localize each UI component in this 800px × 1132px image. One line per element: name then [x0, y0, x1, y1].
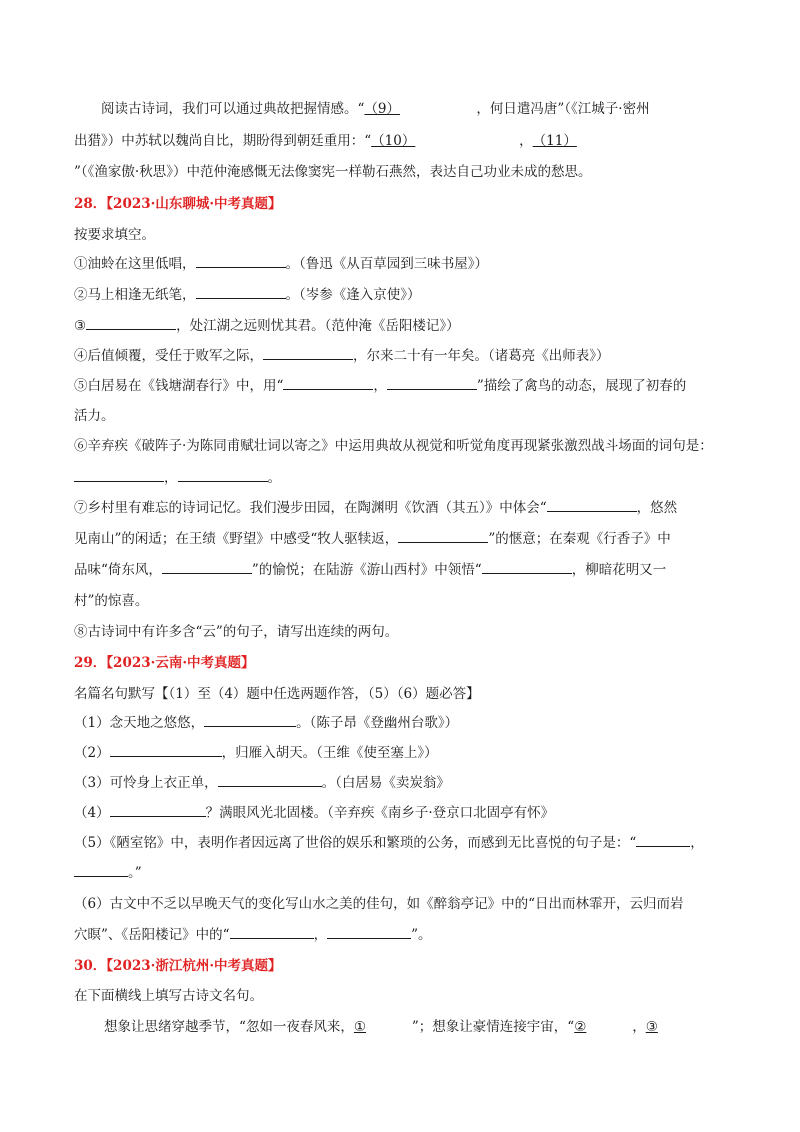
q28-header — [74, 195, 734, 213]
q29-item-1 — [74, 714, 734, 732]
item-text: 想象让思绪穿越季节，“忽如一夜春风来， — [104, 1019, 354, 1035]
item-text: 见南山”的闲适；在王绩《野望》中感受“牧人驱犊返， — [74, 531, 399, 547]
answer-blank[interactable] — [547, 499, 637, 512]
item-text: ”的惬意；在秦观《行香子》中 — [488, 531, 671, 547]
blank-label: ① — [353, 1019, 367, 1035]
q30-line-1 — [104, 1018, 764, 1036]
blank-label: （9） — [364, 101, 400, 117]
item-text: ”。 — [411, 927, 432, 943]
source-tag: 【2023·云南·中考真题】 — [106, 655, 255, 671]
q27-text: 阅读古诗词，我们可以通过典故把握情感。“ — [101, 101, 365, 117]
q29-item-6-cont — [74, 926, 734, 944]
item-text: ， — [373, 378, 387, 394]
answer-blank[interactable] — [327, 926, 411, 939]
q28-item-7-cont2 — [74, 561, 734, 579]
q28-item-4 — [74, 347, 734, 365]
answer-blank[interactable] — [636, 834, 690, 847]
question-number: 30． — [74, 958, 107, 974]
q27-text: ，何日遣冯唐”（《江城子·密州 — [476, 101, 650, 117]
q29-item-5-cont — [74, 864, 734, 882]
answer-blank[interactable] — [230, 926, 314, 939]
answer-blank-9[interactable] — [364, 100, 476, 118]
item-text: ④后值倾覆，受任于败军之际， — [74, 348, 263, 364]
answer-blank-3[interactable] — [646, 1018, 664, 1036]
item-text: ③ — [74, 318, 87, 334]
item-text: （4） — [74, 805, 110, 821]
answer-blank[interactable] — [110, 804, 206, 817]
item-text: 。 — [267, 470, 281, 486]
blank-label: （11） — [532, 133, 577, 149]
q28-item-8: ⑧古诗词中有许多含“云”的句子，请写出连续的两句。 — [74, 624, 399, 640]
item-text: 。（白居易《卖炭翁》 — [321, 775, 450, 791]
item-text: ②马上相逢无纸笔， — [74, 287, 196, 303]
answer-blank-11[interactable] — [533, 132, 679, 150]
item-text: 穴暝”、《岳阳楼记》中的“ — [74, 927, 230, 943]
item-text: 品味“倚东风， — [74, 562, 162, 578]
item-text: （3）可怜身上衣正单， — [74, 775, 218, 791]
answer-blank[interactable] — [204, 714, 296, 727]
item-text: ，柳暗花明又一 — [571, 562, 667, 578]
q27-text: 出猎》）中苏轼以魏尚自比，期盼得到朝廷重用：“ — [74, 133, 372, 149]
q28-item-5 — [74, 377, 734, 395]
question-number: 29． — [74, 655, 107, 671]
q28-item-3 — [74, 317, 734, 335]
q27-text: ， — [519, 133, 533, 149]
q30-intro: 在下面横线上填写古诗文名句。 — [74, 988, 263, 1004]
answer-blank-2[interactable] — [574, 1018, 632, 1036]
q29-item-3 — [74, 774, 734, 792]
q28-item-2 — [74, 286, 734, 304]
item-text: ， — [313, 927, 328, 943]
item-text: ，处江湖之远则忧其君。（范仲淹《岳阳楼记》） — [176, 318, 460, 334]
q28-item-7 — [74, 499, 734, 517]
item-text: 。（鲁迅《从百草园到三味书屋》） — [285, 256, 488, 272]
q28-intro: 按要求填空。 — [74, 227, 155, 243]
answer-blank[interactable] — [218, 774, 322, 787]
item-text: ⑤白居易在《钱塘湖春行》中，用“ — [74, 378, 284, 394]
item-text: ①油蛉在这里低唱， — [74, 256, 196, 272]
item-text: （1）念天地之悠悠， — [74, 715, 205, 731]
item-text: （2） — [74, 745, 110, 761]
answer-blank[interactable] — [283, 377, 373, 390]
item-text: 。” — [128, 865, 142, 881]
item-text: ， — [690, 835, 704, 851]
q28-item-7-cont — [74, 530, 734, 548]
source-tag: 【2023·山东聊城·中考真题】 — [106, 196, 282, 212]
answer-blank[interactable] — [196, 286, 286, 299]
answer-blank-1[interactable] — [354, 1018, 412, 1036]
q29-item-2 — [74, 744, 734, 762]
answer-blank[interactable] — [387, 377, 477, 390]
q28-item-1 — [74, 255, 734, 273]
item-text: ，悠然 — [636, 500, 678, 516]
answer-blank[interactable] — [398, 530, 488, 543]
source-tag: 【2023·浙江杭州·中考真题】 — [106, 958, 282, 974]
q28-item-7-cont3: 村”的惊喜。 — [74, 593, 149, 609]
q29-item-5 — [74, 834, 734, 852]
item-text: ？满眼风光北固楼。（辛弃疾《南乡子·登京口北固亭有怀》 — [205, 805, 555, 821]
answer-blank[interactable] — [74, 469, 164, 482]
item-text: 。（岑参《逢入京使》） — [285, 287, 421, 303]
item-text: ，归雁入胡天。（王维《使至塞上》） — [221, 745, 438, 761]
q27-line-2 — [74, 132, 734, 150]
answer-blank[interactable] — [162, 561, 252, 574]
item-text: ”描绘了禽鸟的动态，展现了初春的 — [476, 378, 687, 394]
q27-line-1 — [101, 100, 761, 118]
item-text: 。（陈子昂《登幽州台歌》） — [296, 715, 459, 731]
q29-intro: 名篇名句默写【（1）至（4）题中任选两题作答，（5）（6）题必答】 — [74, 686, 480, 702]
q29-item-4 — [74, 804, 734, 822]
item-text: ，尔来二十有一年矣。（诸葛亮《出师表》） — [353, 348, 610, 364]
item-text: ⑦乡村里有难忘的诗词记忆。我们漫步田园，在陶渊明《饮酒（其五）》中体会“ — [74, 500, 547, 516]
item-text: ”的愉悦；在陆游《游山西村》中领悟“ — [251, 562, 482, 578]
item-text: ， — [164, 470, 178, 486]
answer-blank-10[interactable] — [371, 132, 519, 150]
blank-label: ③ — [645, 1019, 658, 1035]
question-number: 28． — [74, 196, 107, 212]
blank-label: （10） — [371, 133, 416, 149]
answer-blank[interactable] — [86, 317, 176, 330]
answer-blank[interactable] — [110, 744, 222, 757]
answer-blank[interactable] — [263, 347, 353, 360]
q30-header — [74, 957, 734, 975]
q29-item-6: （6）古文中不乏以早晚天气的变化写山水之美的佳句，如《醉翁亭记》中的“日出而林霏开，云归而岩 — [74, 896, 684, 912]
answer-blank[interactable] — [178, 469, 268, 482]
item-text: （5）《陋室铭》中，表明作者因远离了世俗的娱乐和繁琐的公务，而感到无比喜悦的句子是：“ — [74, 835, 637, 851]
item-text: ”；想象让豪情连接宇宙，“ — [411, 1019, 575, 1035]
item-text: ， — [632, 1019, 646, 1035]
answer-blank[interactable] — [196, 255, 286, 268]
q28-item-5-cont: 活力。 — [74, 408, 115, 424]
answer-blank[interactable] — [74, 864, 128, 877]
q28-item-6-answer — [74, 469, 734, 487]
answer-blank[interactable] — [482, 561, 572, 574]
blank-label: ② — [574, 1019, 587, 1035]
q27-line-3: ”（《渔家傲·秋思》）中范仲淹感慨无法像窦宪一样勒石燕然，表达自己功业未成的愁思。 — [74, 164, 592, 180]
q28-item-6: ⑥辛弃疾《破阵子·为陈同甫赋壮词以寄之》中运用典故从视觉和听觉角度再现紧张激烈战斗场面的词句是： — [74, 438, 713, 454]
q29-header — [74, 654, 734, 672]
